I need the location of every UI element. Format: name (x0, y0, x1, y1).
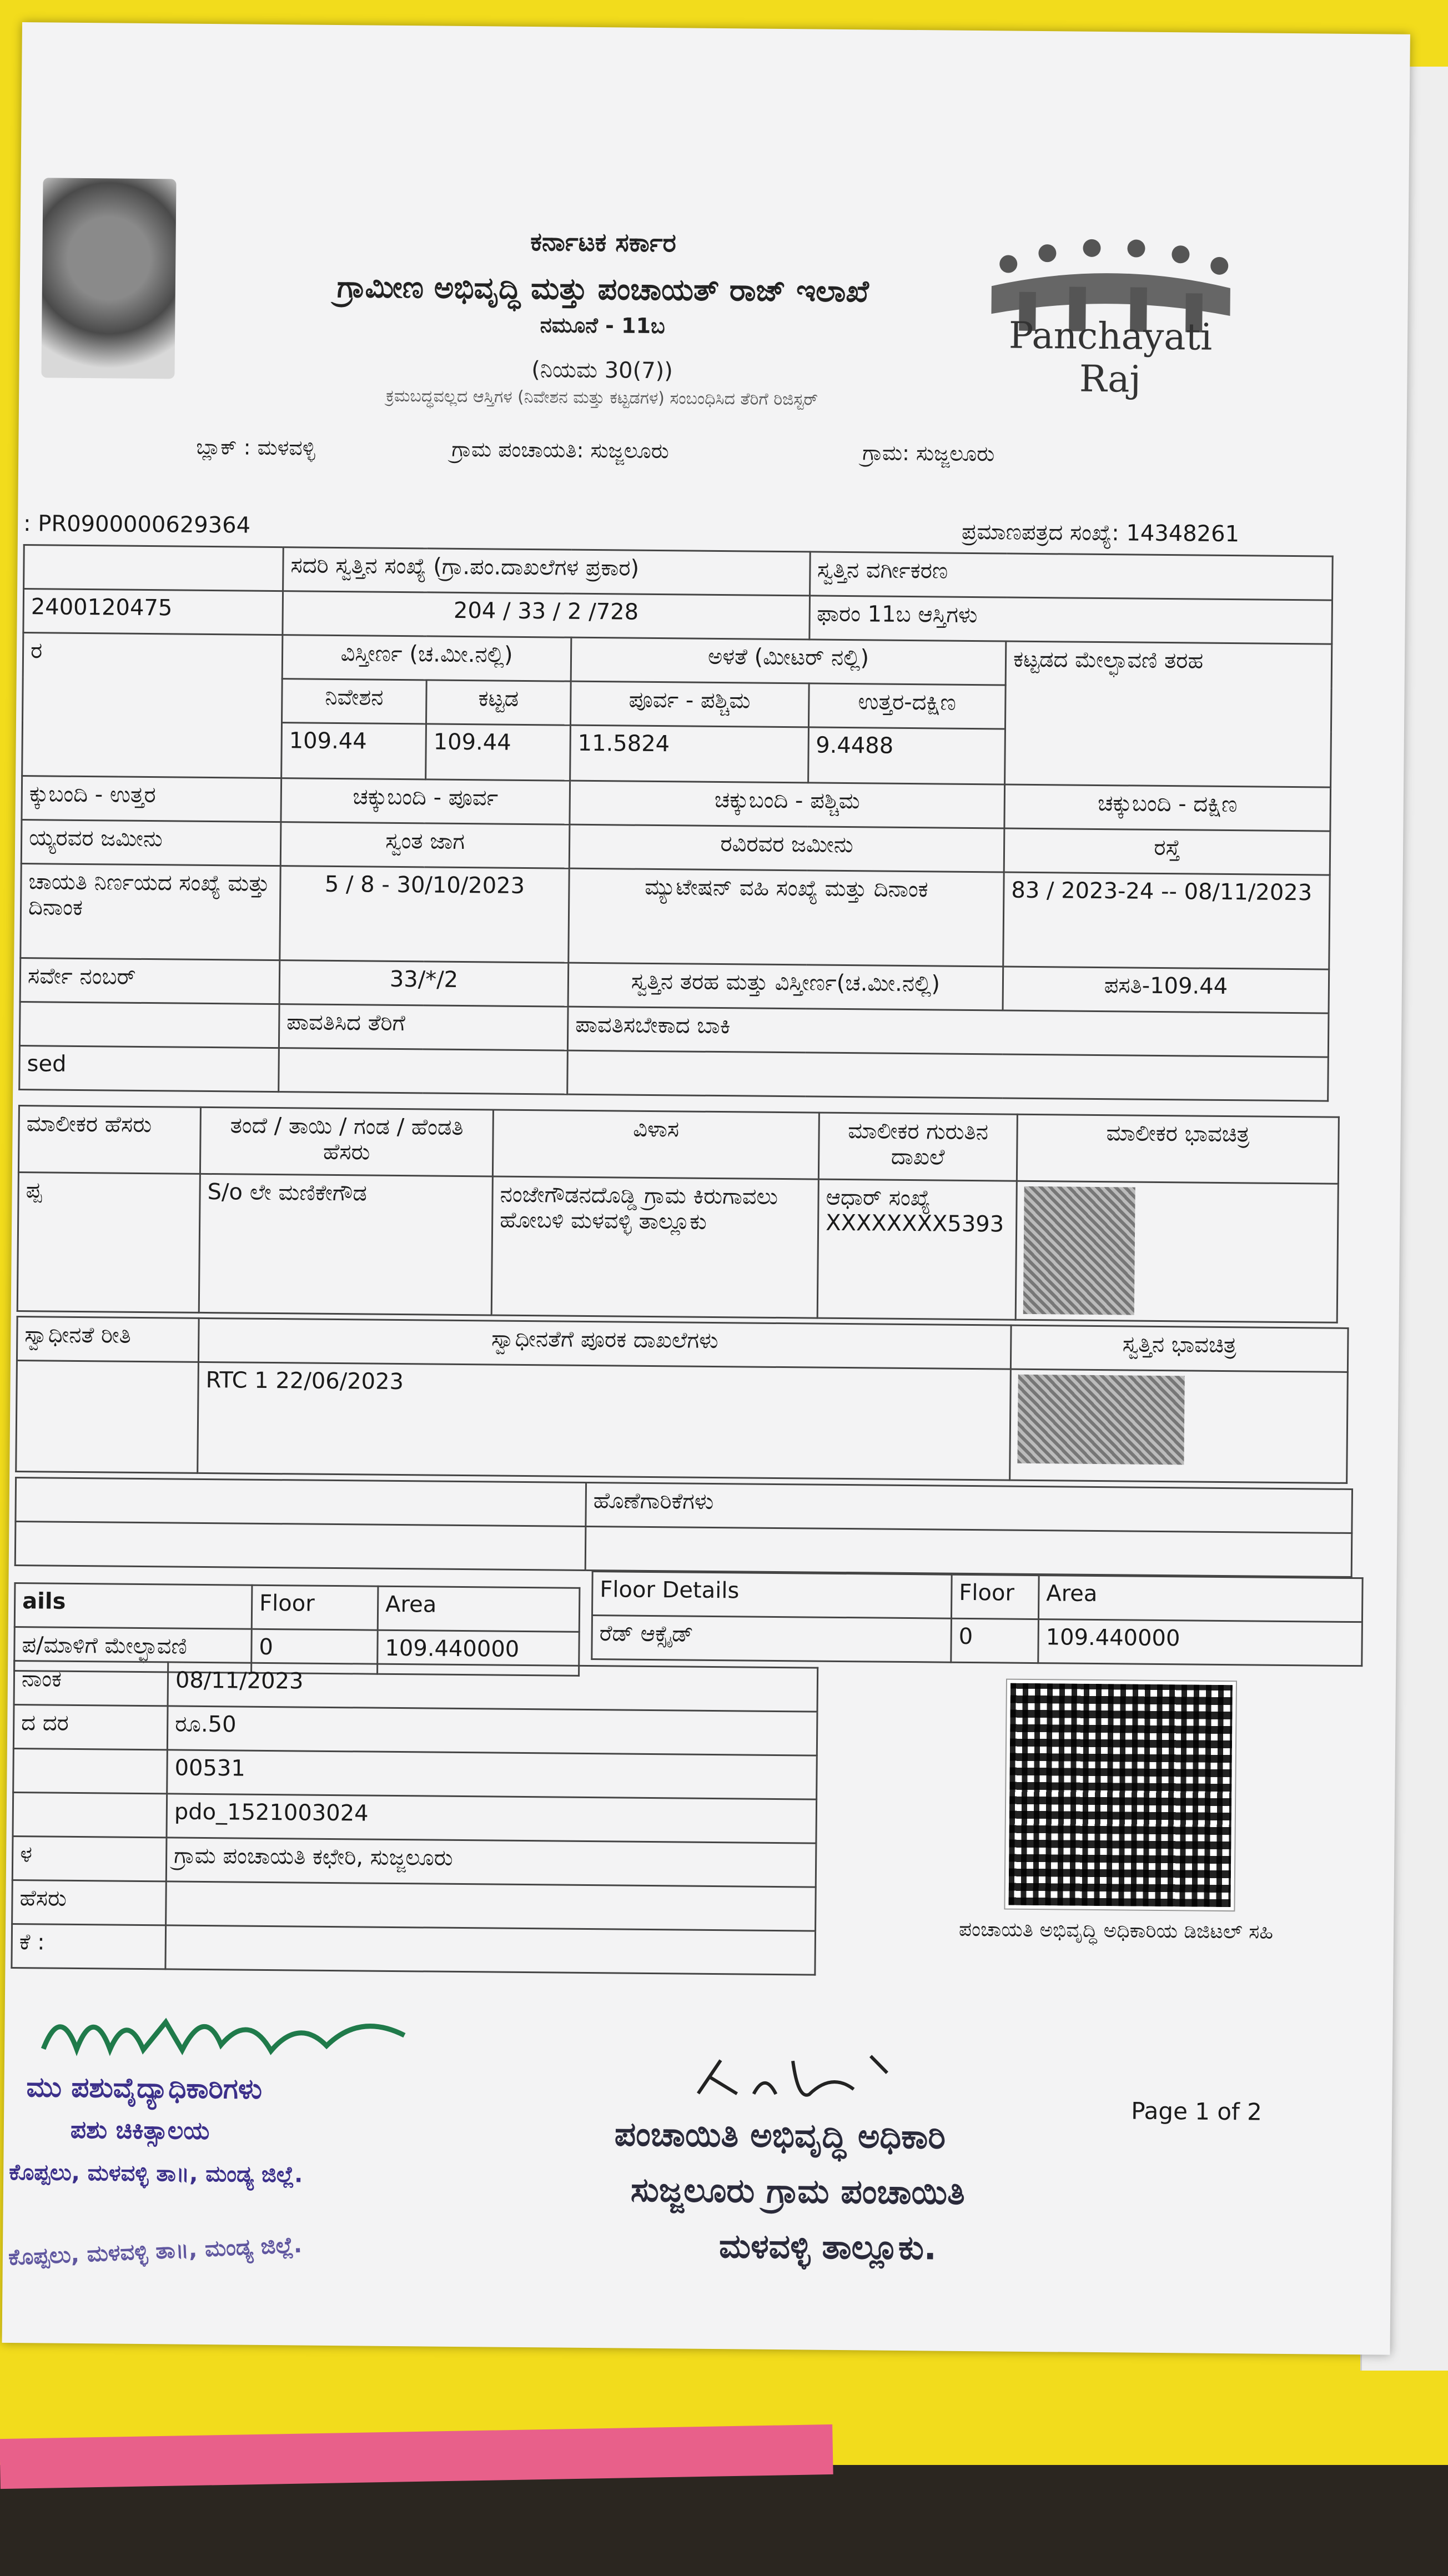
owner-photo-label: ಮಾಲೀಕರ ಭಾವಚಿತ್ರ (1017, 1114, 1339, 1184)
east-west-label: ಪೂರ್ವ - ಪಶ್ಚಿಮ (570, 681, 808, 727)
document-page (2, 22, 1410, 2355)
office-value: ಗ್ರಾಮ ಪಂಚಾಯತಿ ಕಛೇರಿ, ಸುಜ್ಜಲೂರು (166, 1838, 816, 1887)
mutation-label: ಮ್ಯುಟೇಷನ್ ವಹಿ ಸಂಖ್ಯೆ ಮತ್ತು ದಿನಾಂಕ (569, 868, 1004, 967)
south-boundary-label: ಚಕ್ಕುಬಂದಿ - ದಕ್ಷಿಣ (1004, 784, 1331, 831)
north-boundary-label: ಕ್ಕುಬಂದಿ - ಉತ್ತರ (22, 776, 281, 822)
prop-no-value: 204 / 33 / 2 /728 (283, 591, 810, 640)
property-photo-label: ಸ್ವತ್ತಿನ ಭಾವಚಿತ್ರ (1010, 1325, 1348, 1372)
building-area-value: 109.44 (426, 724, 571, 781)
fee-label: ದ ದರ (13, 1704, 168, 1749)
property-details-table (18, 544, 1333, 1102)
building-label: ಕಟ್ಟಡ (426, 680, 571, 725)
qr-code-icon (1005, 1680, 1236, 1911)
liabilities-table (14, 1477, 1353, 1578)
page-number: Page 1 of 2 (1131, 2097, 1263, 2126)
block-name: ಬ್ಲಾಕ್ : ಮಳವಳ್ಳಿ (196, 434, 316, 460)
site-label: ನಿವೇಶನ (282, 679, 427, 724)
area-label-right: Area (1038, 1576, 1362, 1622)
classification-label: ಸ್ವತ್ತಿನ ವರ್ಗೀಕರಣ (810, 552, 1333, 600)
stamp-left-line4: ಕೊಪ್ಪಲು, ಮಳವಳ್ಳಿ ತಾ॥, ಮಂಡ್ಯ ಜಿಲ್ಲೆ. (8, 2232, 303, 2271)
resolution-value: 5 / 8 - 30/10/2023 (280, 866, 569, 963)
owner-details-table (17, 1105, 1340, 1324)
property-photo-cell (1010, 1369, 1348, 1483)
stamp-left-line2: ಪಶು ಚಿಕಿತ್ಸಾಲಯ (70, 2115, 210, 2146)
tax-left-text: sed (19, 1046, 279, 1092)
left-id: 2400120475 (23, 589, 283, 635)
classification-value: ಫಾರಂ 11ಬ ಆಸ್ತಿಗಳು (809, 596, 1332, 644)
mutation-value: 83 / 2023-24 -- 08/11/2023 (1003, 872, 1330, 969)
floor-table-right (591, 1571, 1363, 1667)
tax-due-label: ಪಾವತಿಸಬೇಕಾದ ಬಾಕಿ (567, 1007, 1329, 1057)
owner-photo-cell (1015, 1181, 1338, 1322)
rule-number: (ನಿಯಮ 30(7)) (531, 357, 673, 384)
tax-paid-label: ಪಾವತಿಸಿದ ತೆರಿಗೆ (279, 1004, 568, 1051)
property-photo (1017, 1375, 1184, 1465)
area-label: ವಿಸ್ತೀರ್ಣ (ಚ.ಮೀ.ನಲ್ಲಿ) (282, 635, 571, 682)
karnataka-emblem-icon (41, 178, 176, 379)
qr-caption: ಪಂಚಾಯತಿ ಅಭಿವೃದ್ಧಿ ಅಧಿಕಾರಿಯ ಡಿಜಿಟಲ್ ಸಹಿ (958, 1918, 1274, 1944)
certificate-number: ಪ್ರಮಾಣಪತ್ರದ ಸಂಖ್ಯೆ: 14348261 (961, 519, 1240, 547)
receipt-number: 00531 (167, 1750, 817, 1799)
owner-photo (1023, 1186, 1135, 1315)
east-boundary-label: ಚಕ್ಕುಬಂದಿ - ಪೂರ್ವ (281, 778, 570, 825)
owner-name: ಪ್ಪ (17, 1173, 200, 1313)
ownership-docs-label: ಸ್ವಾಧೀನತೆಗೆ ಪೂರಕ ದಾಖಲೆಗಳು (198, 1318, 1011, 1369)
south-boundary-value: ರಸ್ತೆ (1004, 828, 1330, 875)
liabilities-label: ಹೊಣೆಗಾರಿಕೆಗಳು (586, 1482, 1353, 1533)
pdo-id: pdo_1521003024 (167, 1794, 817, 1843)
address-value: ನಂಜೇಗೌಡನದೊಡ್ಡಿ ಗ್ರಾಮ ಕಿರುಗಾವಲು ಹೋಬಳಿ ಮಳವಳ್ಳಿ ತಾಲ್ಲೂಕು (491, 1176, 818, 1318)
floor-row-label-left: ಪ/ಮಾಳಿಗೆ ಮೇಲ್ಛಾವಣಿ (14, 1627, 252, 1673)
relation-label: ತಂದೆ / ತಾಯಿ / ಗಂಡ / ಹೆಂಡತಿ ಹೆಸರು (200, 1107, 493, 1176)
left-label: ರ (22, 633, 283, 778)
property-type-value: ಪಸತಿ-109.44 (1003, 967, 1329, 1013)
department-title: ಗ್ರಾಮೀಣ ಅಭಿವೃದ್ಧಿ ಮತ್ತು ಪಂಚಾಯತ್ ರಾಜ್ ಇಲಾಖೆ (336, 269, 869, 309)
stamp-gp-name: ಸುಜ್ಜಲೂರು ಗ್ರಾಮ ಪಂಚಾಯಿತಿ (630, 2170, 966, 2212)
floor-label-right: Floor (951, 1574, 1039, 1619)
floor-row-label-right: ರೆಡ್ ಆಕ್ಸೈಡ್ (592, 1616, 952, 1663)
prop-no-label: ಸದರಿ ಸ್ವತ್ತಿನ ಸಂಖ್ಯೆ (ಗ್ರಾ.ಪಂ.ದಾಖಲೆಗಳ ಪ್ರಕಾರ) (283, 547, 810, 596)
green-signature (38, 1999, 416, 2069)
issue-date-label: ನಾಂಕ (14, 1661, 168, 1705)
dimensions-label: ಅಳತೆ (ಮೀಟರ್ ನಲ್ಲಿ) (571, 637, 1006, 685)
floor-row-area-left: 109.440000 (378, 1630, 580, 1676)
site-area-value: 109.44 (281, 723, 426, 779)
floor-row-floor-right: 0 (951, 1618, 1039, 1663)
survey-label: ಸರ್ವೇ ನಂಬರ್ (20, 958, 280, 1004)
west-boundary-value: ರವಿರವರ ಜಮೀನು (569, 824, 1004, 872)
property-type-label: ಸ್ವತ್ತಿನ ತರಹ ಮತ್ತು ವಿಸ್ತೀರ್ಣ(ಚ.ಮೀ.ನಲ್ಲಿ) (568, 963, 1003, 1010)
resolution-label: ಚಾಯತಿ ನಿರ್ಣಯದ ಸಂಖ್ಯೆ ಮತ್ತು ದಿನಾಂಕ (21, 864, 280, 960)
address-label: ವಿಳಾಸ (492, 1110, 819, 1179)
stamp-taluk-name: ಮಳವಳ್ಳಿ ತಾಲ್ಲೂಕು. (718, 2227, 937, 2268)
fee-value: ರೂ.50 (167, 1706, 817, 1755)
office-label: ಳ (12, 1836, 167, 1881)
name-label: ಹೆಸರು (12, 1880, 167, 1925)
floor-row-floor-left: 0 (252, 1629, 378, 1674)
black-signature (687, 2049, 921, 2112)
floor-label-left: Floor (252, 1585, 378, 1630)
east-west-value: 11.5824 (570, 725, 808, 783)
ownership-table (15, 1316, 1349, 1484)
id-proof-value: ಆಧಾರ್ ಸಂಖ್ಯೆ XXXXXXXX5393 (817, 1179, 1017, 1320)
owner-name-label: ಮಾಲೀಕರ ಹೆಸರು (18, 1106, 200, 1174)
floor-row-area-right: 109.440000 (1038, 1619, 1362, 1666)
floor-details-label-left: ails (14, 1583, 252, 1629)
govt-title: ಕರ್ನಾಟಕ ಸರ್ಕಾರ (530, 227, 677, 258)
floor-details-label-right: Floor Details (592, 1572, 952, 1619)
relation-value: S/o ಲೇ ಮಣಿಕೇಗೌಡ (199, 1174, 492, 1315)
stamp-left-line3: ಕೊಪ್ಪಲು, ಮಳವಳ್ಳಿ ತಾ॥, ಮಂಡ್ಯ ಜಿಲ್ಲೆ. (9, 2159, 303, 2188)
roof-type-label: ಕಟ್ಟಡದ ಮೇಲ್ಛಾವಣಿ ತರಹ (1005, 641, 1332, 787)
village-name: ಗ್ರಾಮ: ಸುಜ್ಜಲೂರು (862, 440, 995, 466)
survey-value: 33/*/2 (279, 960, 569, 1007)
stamp-left-line1: ಮು ಪಶುವೈದ್ಯಾಧಿಕಾರಿಗಳು (26, 2071, 263, 2105)
id-proof-label: ಮಾಲೀಕರ ಗುರುತಿನ ದಾಖಲೆ (818, 1113, 1017, 1181)
ownership-mode-label: ಸ್ವಾಧೀನತೆ ರೀತಿ (17, 1317, 199, 1362)
gram-panchayat-name: ಗ್ರಾಮ ಪಂಚಾಯತಿ: ಸುಜ್ಜಲೂರು (451, 436, 670, 464)
north-south-value: 9.4488 (808, 727, 1005, 784)
form-number: ನಮೂನೆ - 11ಬ (540, 313, 665, 339)
issue-details-table (11, 1660, 818, 1976)
stamp-pdo-title: ಪಂಚಾಯಿತಿ ಅಭಿವೃದ್ಧಿ ಅಧಿಕಾರಿ (614, 2115, 946, 2157)
issue-date: 08/11/2023 (168, 1662, 818, 1712)
panchayati-raj-logo-text: Panchayati Raj (1008, 314, 1213, 401)
east-boundary-value: ಸ್ವಂತ ಜಾಗ (280, 822, 570, 869)
north-boundary-value: ಯ್ಯರವರ ಜಮೀನು (21, 820, 281, 866)
area-label-left: Area (378, 1586, 580, 1632)
register-subtitle: ಕ್ರಮಬದ್ಧವಲ್ಲದ ಆಸ್ತಿಗಳ (ನಿವೇಶನ ಮತ್ತು ಕಟ್ಟಡಗಳ) ಸಂಬಂಧಿಸಿದ ತೆರಿಗೆ ರಿಜಿಸ್ಟರ್ (386, 386, 818, 410)
ownership-docs-value: RTC 1 22/06/2023 (198, 1362, 1011, 1480)
north-south-label: ಉತ್ತರ-ದಕ್ಷಿಣ (808, 683, 1005, 729)
pr-id: : PR0900000629364 (23, 511, 251, 539)
west-boundary-label: ಚಕ್ಕುಬಂದಿ - ಪಶ್ಚಿಮ (570, 781, 1005, 828)
signature-label: ಕೆ : (12, 1924, 166, 1969)
